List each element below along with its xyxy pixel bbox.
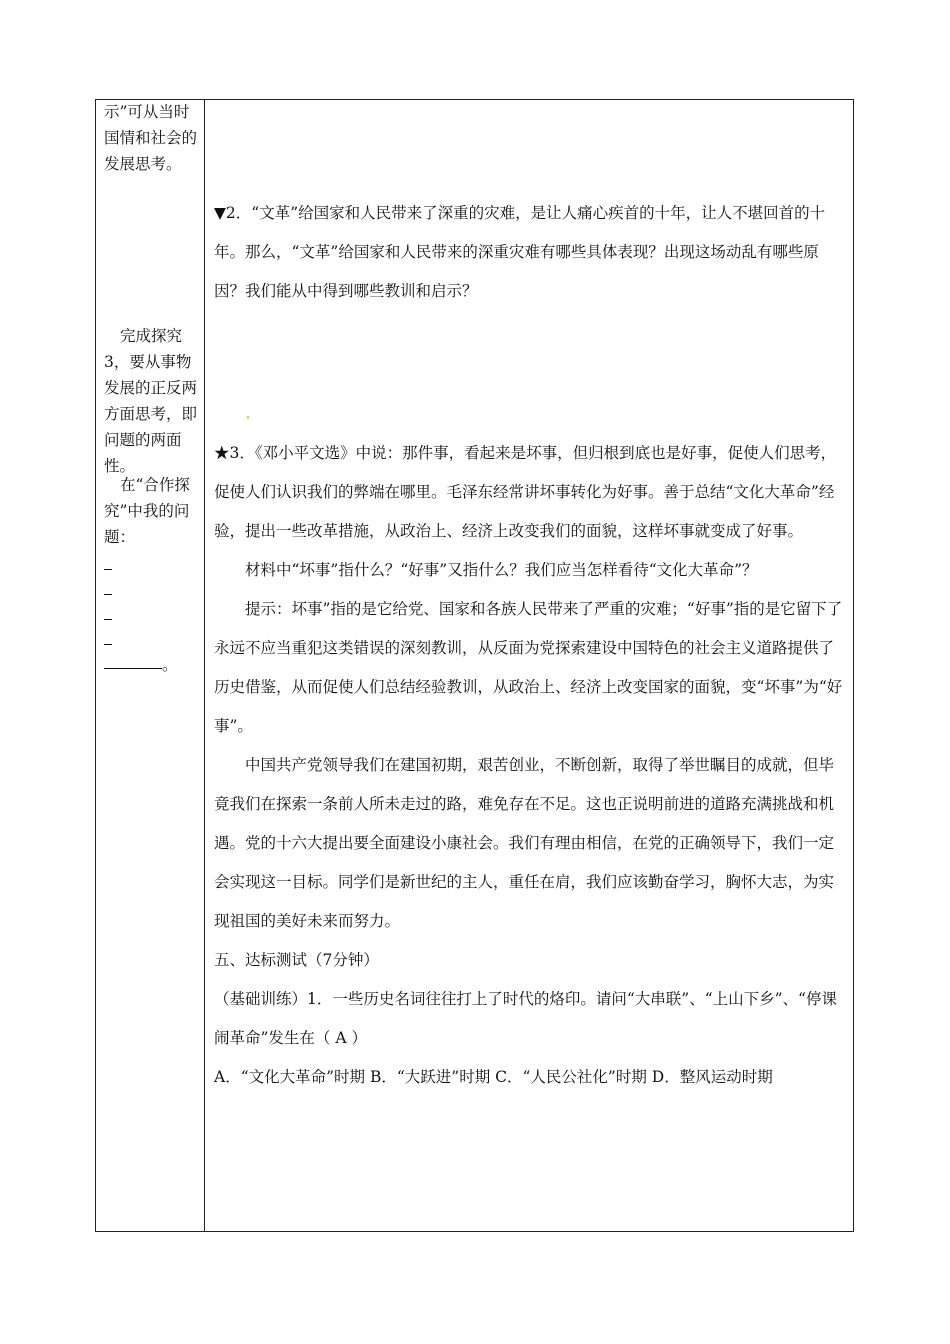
left-note-inquiry-3 (104, 323, 200, 479)
left-note-think-context: 示”可从当时国情和社会的发展思考。 (104, 103, 198, 173)
answer-blank-period: 。 (162, 656, 178, 674)
summary-paragraph: 中国共产党领导我们在建国初期，艰苦创业，不断创新，取得了举世瞩目的成就，但毕竟我们在探索一条前人所未走过的路，难免存在不足。这也正说明前进的道路充满挑战和机遇。党的十六大提出要全面建设小康社会。我们有理由相信，在党的正确领导下，我们一定会实现这一目标。同学们是新世纪的主人，重任在肩，我们应该勤奋学习，胸怀大志，为实现祖国的美好未来而努力。 (214, 756, 835, 930)
test-question-1: （基础训练）1．一些历史名词往往打上了时代的烙印。请问“大串联”、“上山下乡”、“停课闹革命”发生在（ A ） (214, 990, 837, 1047)
answer-blank-long-line (104, 668, 162, 669)
answer-blank-line[interactable] (104, 569, 112, 570)
answer-blank-line[interactable] (104, 644, 112, 645)
hint-paragraph: 提示：坏事”指的是它给党、国家和各族人民带来了严重的灾难；“好事”指的是它留下了永远不应当重犯这类错误的深刻教训，从反面为党探索建设中国特色的社会主义道路提供了历史借鉴，从而促使人们总结经验教训，从政治上、经济上改变国家的面貌，变“坏事”为“好事”。 (214, 600, 843, 735)
left-note-my-questions-text: 在“合作探究”中我的问题： (104, 476, 190, 546)
answer-blank-final[interactable] (104, 652, 200, 678)
section-5-heading: 五、达标测试（7分钟） (214, 951, 379, 969)
left-note-inquiry-3-text: 完成探究3，要从事物发展的正反两方面思考，即问题的两面性。 (104, 327, 198, 475)
question-3-text: ★3．《邓小平文选》中说：那件事，看起来是坏事，但归根到底也是好事，促使人们思考，促使人们认识我们的弊端在哪里。毛泽东经常讲坏事转化为好事。善于总结“文化大革命”经验，提出一些改革措施，从政治上、经济上改变我们的面貌，这样坏事就变成了好事。 (214, 444, 837, 540)
question-2-block (214, 194, 844, 311)
test-question-1-options: A．“文化大革命”时期 B．“大跃进”时期 C．“人民公社化”时期 D．整风运动时期 (214, 1068, 773, 1086)
scan-artifact-mark (247, 416, 249, 419)
question-3-prompt: 材料中“坏事”指什么？“好事”又指什么？我们应当怎样看待“文化大革命”？ (245, 561, 758, 579)
question-2-text: ▼2．“文革”给国家和人民带来了深重的灾难，是让人痛心疾首的十年，让人不堪回首的十年。那么，“文革”给国家和人民带来的深重灾难有哪些具体表现？出现这场动乱有哪些原因？我们能从中得到哪些教训和启示？ (214, 204, 826, 300)
left-note-my-questions (104, 472, 200, 550)
answer-blank-line[interactable] (104, 594, 112, 595)
answer-blank-line[interactable] (104, 619, 112, 620)
column-divider (204, 99, 205, 1232)
question-3-block (214, 434, 844, 1097)
